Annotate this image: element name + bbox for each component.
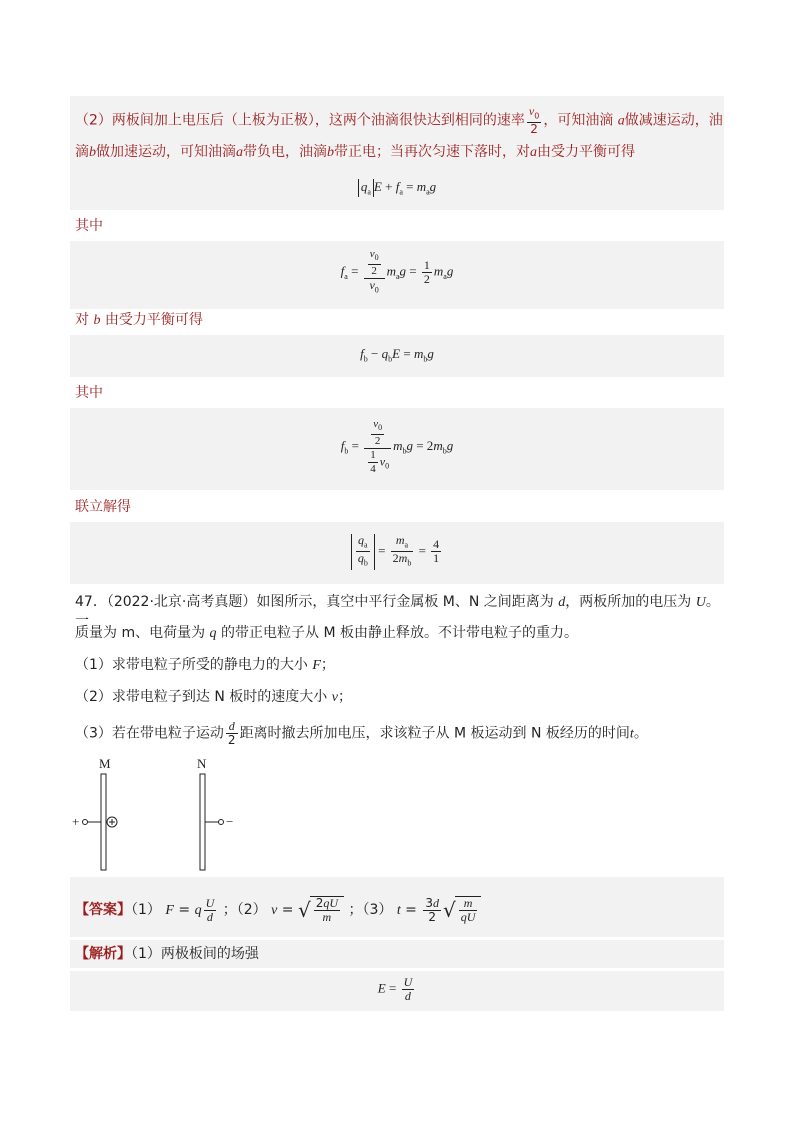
fraction-d-over-2: $\frac{d}{2}$ xyxy=(227,719,236,747)
problem-47-line2: 质量为 m、电荷量为 q 的带正电粒子从 M 板由静止释放。不计带电粒子的重力。 xyxy=(75,625,578,641)
analysis-line: 【解析】（1）两极板间的场强 xyxy=(75,946,259,962)
problem-47-q3: （3）若在带电粒子运动 $\frac{d}{2}$ 距离时撤去所加电压，求该粒子从 M 板运动到 N 板经历的时间t。 xyxy=(75,719,648,747)
equation-field-strength: E = $\frac{U}{d}$ xyxy=(377,975,413,1003)
label-dui-b: 对 b 由受力平衡可得 xyxy=(75,312,203,328)
answer-line: 【答案】（1） F = q $\frac{U}{d}$ ；（2） v = √ $\frac{2qU}{m}$ ；（3） t = $\frac{3d}{2}$ √ $\frac{m}{qU}$ xyxy=(75,896,725,924)
equation-fa: $f_a$ = $\frac{\frac{v_0}{2}}{v_0}$ $m_ag$ = $\frac{1}{2}$ $m_ag$ xyxy=(340,248,454,295)
plate-n xyxy=(200,774,205,870)
fraction-v0-over-2: $\frac{v_0}{2}$ xyxy=(528,104,540,137)
terminal-n xyxy=(219,820,224,825)
label-lianli: 联立解得 xyxy=(75,499,131,515)
equation-charge-ratio: $\frac{q_a}{q_b}$ = $\frac{m_a}{2m_b}$ = $\frac{4}{1}$ xyxy=(70,534,724,570)
equation-fb: $f_b$ = $\frac{v_0}{2}$ $\frac{1}{4}$ $v_0$ $m_bg = 2m_bg$ xyxy=(340,418,454,476)
plate-n-label: N xyxy=(197,756,207,771)
problem-47-q2: （2）求带电粒子到达 N 板时的速度大小 v； xyxy=(75,689,352,705)
solution-intro-line1: （2）两板间加上电压后（上板为正极），这两个油滴很快达到相同的速率 $\frac{v_0}{2}$ ，可知油滴 a做减速运动，油 xyxy=(75,104,723,137)
label-qizhong-2: 其中 xyxy=(75,385,103,401)
label-qizhong-1: 其中 xyxy=(75,218,103,234)
plate-m-label: M xyxy=(99,756,111,771)
problem-47-q1: （1）求带电粒子所受的静电力的大小 F； xyxy=(75,657,335,673)
equation-force-balance-a: $q_a$ $E + f_a = m_ag$ xyxy=(70,179,724,197)
solution-intro-line2: 滴b做加速运动，可知油滴a带负电，油滴b带正电；当再次匀速下落时，对a由受力平衡可得 xyxy=(75,144,635,160)
equation-force-balance-b: $f_b - q_bE = m_bg$ xyxy=(360,346,434,364)
terminal-minus-sign: − xyxy=(226,814,234,829)
terminal-plus-sign: + xyxy=(72,814,80,829)
problem-47-line1: 47．（2022·北京·高考真题）如图所示，真空中平行金属板 M、N 之间距离为 d，两板所加的电压为 U。一 xyxy=(75,594,720,629)
plate-m xyxy=(101,774,106,870)
parallel-plates-figure xyxy=(68,752,248,874)
terminal-m xyxy=(83,820,88,825)
